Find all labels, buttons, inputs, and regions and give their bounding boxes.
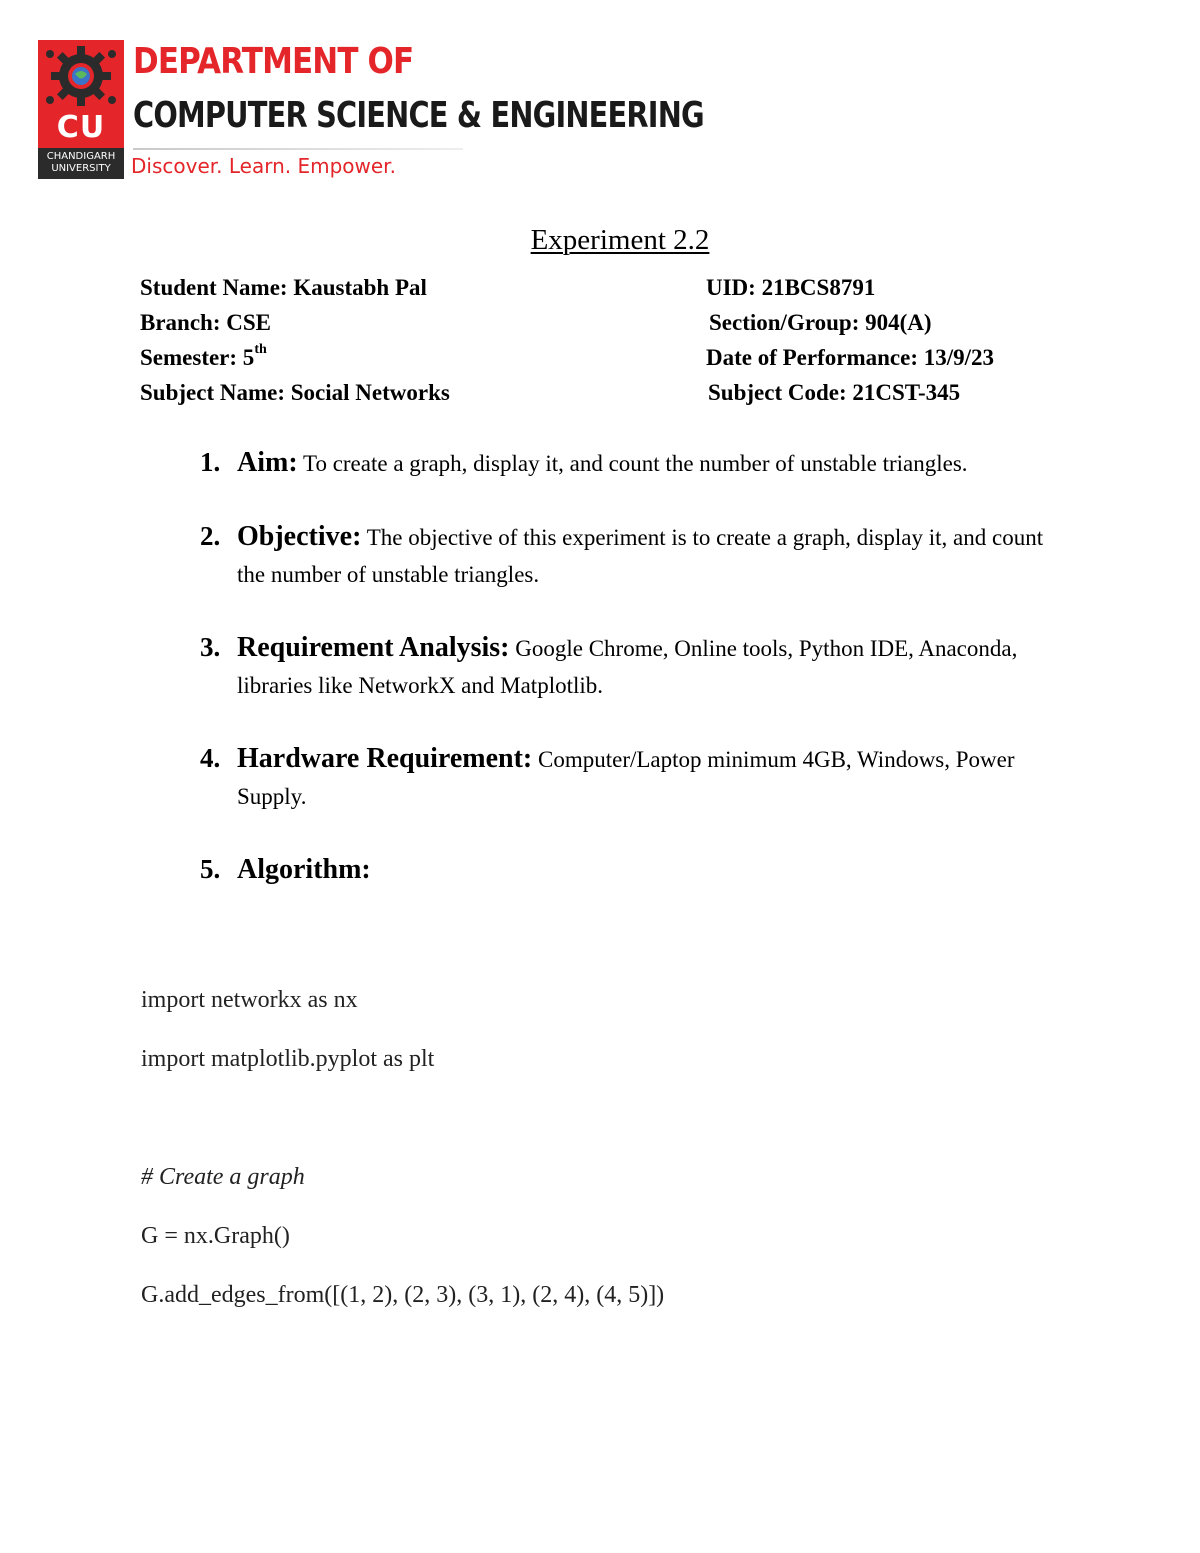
section-text: The objective of this experiment is to create a graph, display it, and count the number of unstable triangles.	[237, 525, 1044, 587]
section-text: Google Chrome, Online tools, Python IDE, Anaconda, libraries like NetworkX and Matplotlib.	[237, 636, 1018, 698]
section-number: 4.	[200, 743, 221, 773]
section-algorithm	[200, 851, 1060, 889]
code-comment: # Create a graph	[141, 1164, 305, 1190]
section-number: 1.	[200, 447, 221, 477]
section-number: 5.	[200, 854, 221, 884]
student-uid: UID: 21BCS8791	[706, 275, 876, 300]
department-header	[38, 40, 718, 182]
code-line: import networkx as nx	[141, 987, 358, 1013]
section-hardware-requirement	[200, 740, 1060, 815]
semester-label: Semester: 5	[140, 345, 255, 370]
code-line: G.add_edges_from([(1, 2), (2, 3), (3, 1), (2, 4), (4, 5)])	[141, 1282, 665, 1308]
info-row	[140, 375, 1070, 410]
subject-name: Subject Name: Social Networks	[140, 380, 450, 405]
section-number: 3.	[200, 632, 221, 662]
logo-text: CU	[56, 110, 106, 145]
experiment-sections	[200, 444, 1060, 925]
section-number: 2.	[200, 521, 221, 551]
info-row	[140, 305, 1070, 340]
university-logo	[38, 40, 124, 179]
info-row	[140, 270, 1070, 305]
tagline: Discover. Learn. Empower.	[131, 154, 396, 178]
student-info	[140, 270, 1070, 410]
subject-code: Subject Code: 21CST-345	[708, 380, 961, 405]
student-name: Student Name: Kaustabh Pal	[140, 275, 427, 300]
logo-university-line2: UNIVERSITY	[51, 163, 111, 174]
code-line: G = nx.Graph()	[141, 1223, 290, 1249]
section-heading: Objective:	[237, 521, 362, 552]
logo-university-line1: CHANDIGARH	[46, 151, 116, 162]
gear-emblem-icon	[38, 40, 124, 112]
section-text: Computer/Laptop minimum 4GB, Windows, Power Supply.	[237, 747, 1015, 809]
section-heading: Aim:	[237, 447, 298, 478]
department-title-line1: DEPARTMENT OF	[133, 41, 414, 82]
section-heading: Hardware Requirement:	[237, 743, 533, 774]
section-heading: Requirement Analysis:	[237, 632, 510, 663]
experiment-title: Experiment 2.2	[530, 224, 710, 256]
section-aim	[200, 444, 1060, 482]
semester-suffix: th	[254, 342, 267, 358]
section-requirement-analysis	[200, 629, 1060, 704]
info-row	[140, 340, 1070, 375]
date-of-performance: Date of Performance: 13/9/23	[706, 345, 995, 370]
section-objective	[200, 518, 1060, 593]
branch: Branch: CSE	[140, 310, 271, 335]
tagline-divider	[133, 148, 463, 150]
section-group: Section/Group: 904(A)	[709, 310, 932, 335]
semester	[140, 340, 267, 375]
code-line: import matplotlib.pyplot as plt	[141, 1046, 435, 1072]
department-title-line2: COMPUTER SCIENCE & ENGINEERING	[133, 95, 704, 136]
section-heading: Algorithm:	[237, 854, 371, 885]
section-text: To create a graph, display it, and count the number of unstable triangles.	[303, 451, 968, 476]
